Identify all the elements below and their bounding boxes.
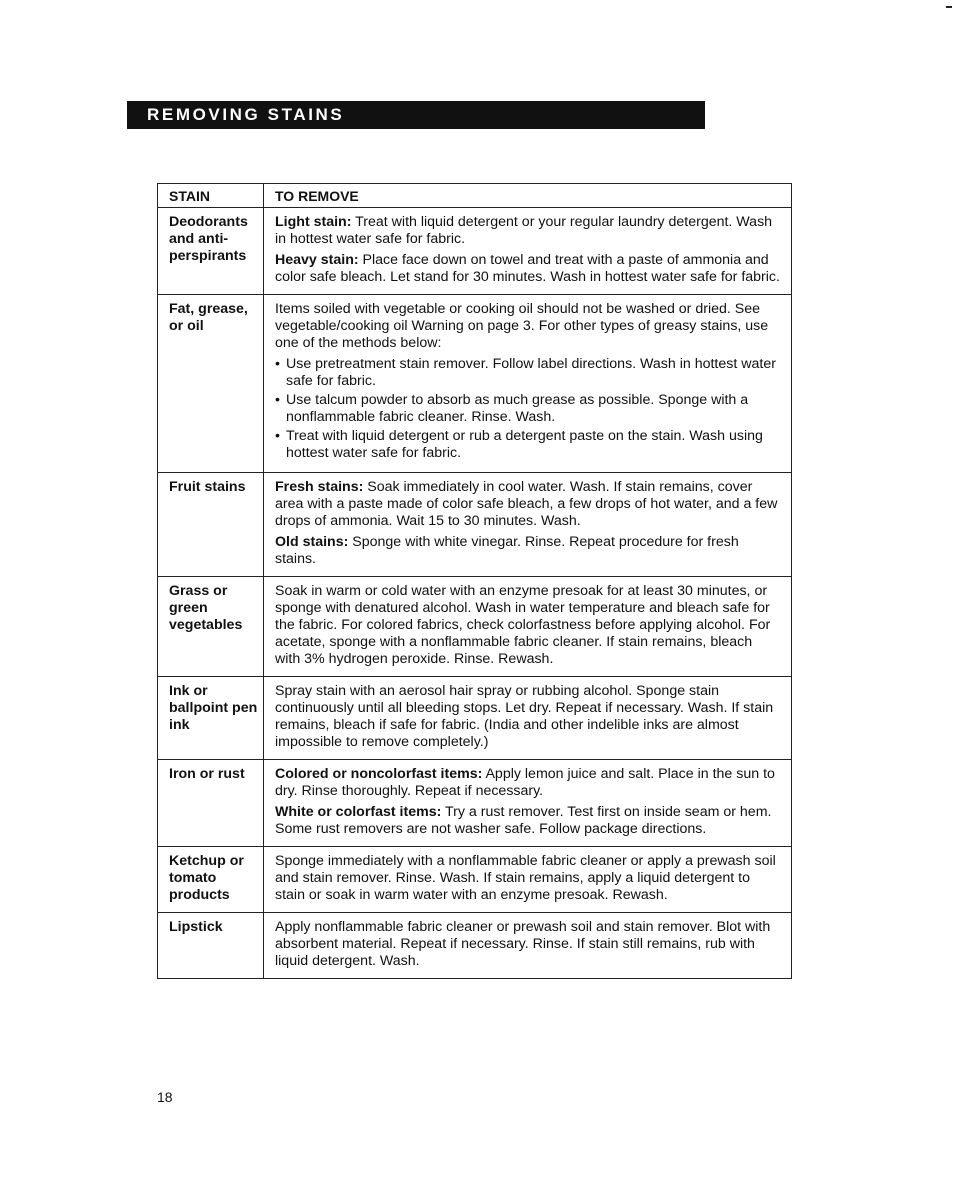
instruction-text: Try a rust remover. Test first on inside seam or hem. Some rust removers are not washer safe. Follow package directions. bbox=[275, 804, 772, 837]
instruction-text: Spray stain with an aerosol hair spray or rubbing alcohol. Sponge stain continuously until all bleeding stops. Let dry. Repeat if necessary. Wash. If stain remains, bleach if safe for fabric. (India and other indelible inks are almost impossible to remove completely.) bbox=[275, 683, 774, 750]
instruction-text: Place face down on towel and treat with a paste of ammonia and color safe bleach. Let stand for 30 minutes. Wash in hottest water safe for fabric. bbox=[275, 252, 780, 285]
method-item: • Treat with liquid detergent or rub a detergent paste on the stain. Wash using hottest water safe for fabric. bbox=[275, 428, 781, 462]
table-row bbox=[158, 295, 792, 473]
instruction-text: Sponge with white vinegar. Rinse. Repeat procedure for fresh stains. bbox=[275, 534, 739, 567]
margin-mark bbox=[946, 6, 952, 8]
stain-name: Lipstick bbox=[158, 913, 264, 979]
removal-instructions bbox=[264, 473, 792, 577]
removal-instructions bbox=[264, 760, 792, 847]
removal-instructions bbox=[264, 208, 792, 295]
stain-name: Ink or ballpoint pen ink bbox=[158, 677, 264, 760]
instruction-paragraph bbox=[275, 919, 781, 970]
removal-instructions bbox=[264, 295, 792, 473]
instruction-text: Soak in warm or cold water with an enzyme presoak for at least 30 minutes, or sponge with denatured alcohol. Wash in water temperature and bleach safe for the fabric. For colored fabrics, check colorfastness before applying alcohol. For acetate, sponge with a nonflammable fabric cleaner. If stain remains, bleach with 3% hydrogen peroxide. Rinse. Rewash. bbox=[275, 583, 771, 667]
table-row bbox=[158, 913, 792, 979]
table-row bbox=[158, 577, 792, 677]
table-row bbox=[158, 473, 792, 577]
instruction-paragraph bbox=[275, 252, 781, 286]
column-header-to-remove: TO REMOVE bbox=[264, 184, 792, 208]
method-item: • Use pretreatment stain remover. Follow label directions. Wash in hottest water safe for fabric. bbox=[275, 356, 781, 390]
stain-name: Grass or green vegetables bbox=[158, 577, 264, 677]
section-title: REMOVING STAINS bbox=[147, 105, 345, 124]
removal-instructions bbox=[264, 577, 792, 677]
instruction-paragraph bbox=[275, 804, 781, 838]
instruction-lead: White or colorfast items: bbox=[275, 804, 442, 820]
table-row bbox=[158, 208, 792, 295]
removal-instructions bbox=[264, 677, 792, 760]
table-row bbox=[158, 847, 792, 913]
removal-instructions bbox=[264, 847, 792, 913]
removal-instructions bbox=[264, 913, 792, 979]
instruction-paragraph bbox=[275, 534, 781, 568]
stain-name: Fruit stains bbox=[158, 473, 264, 577]
stain-name: Iron or rust bbox=[158, 760, 264, 847]
method-list bbox=[275, 356, 781, 462]
instruction-text: Apply nonflammable fabric cleaner or prewash soil and stain remover. Blot with absorbent material. Repeat if necessary. Rinse. If stain still remains, rub with liquid detergent. Wash. bbox=[275, 919, 771, 969]
instruction-paragraph bbox=[275, 301, 781, 352]
instruction-text: Apply lemon juice and salt. Place in the sun to dry. Rinse thoroughly. Repeat if necessary. bbox=[275, 766, 775, 799]
table-row bbox=[158, 677, 792, 760]
instruction-paragraph bbox=[275, 853, 781, 904]
instruction-lead: Colored or noncolorfast items: bbox=[275, 766, 483, 782]
instruction-text: Sponge immediately with a nonflammable fabric cleaner or apply a prewash soil and stain remover. Rinse. Wash. If stain remains, apply a liquid detergent to stain or soak in warm water with an enzyme presoak. Rewash. bbox=[275, 853, 776, 903]
instruction-lead: Fresh stains: bbox=[275, 479, 364, 495]
section-header-bar bbox=[127, 101, 705, 129]
instruction-text: Items soiled with vegetable or cooking oil should not be washed or dried. See vegetable/cooking oil Warning on page 3. For other types of greasy stains, use one of the methods below: bbox=[275, 301, 769, 351]
instruction-paragraph bbox=[275, 214, 781, 248]
instruction-lead: Light stain: bbox=[275, 214, 352, 230]
stain-name: Ketchup or tomato products bbox=[158, 847, 264, 913]
instruction-paragraph bbox=[275, 479, 781, 530]
stain-removal-table bbox=[157, 183, 792, 979]
stain-name: Deodorants and anti-perspirants bbox=[158, 208, 264, 295]
column-header-stain: STAIN bbox=[158, 184, 264, 208]
instruction-text: Soak immediately in cool water. Wash. If stain remains, cover area with a paste made of color safe bleach, a few drops of hot water, and a few drops of ammonia. Wait 15 to 30 minutes. Wash. bbox=[275, 479, 778, 529]
table-row bbox=[158, 760, 792, 847]
instruction-paragraph bbox=[275, 766, 781, 800]
table-header-row bbox=[158, 184, 792, 208]
page-number: 18 bbox=[157, 1089, 173, 1105]
instruction-text: Treat with liquid detergent or your regular laundry detergent. Wash in hottest water safe for fabric. bbox=[275, 214, 773, 247]
instruction-paragraph bbox=[275, 583, 781, 668]
table-body bbox=[158, 208, 792, 979]
stain-name: Fat, grease, or oil bbox=[158, 295, 264, 473]
method-item: • Use talcum powder to absorb as much grease as possible. Sponge with a nonflammable fabric cleaner. Rinse. Wash. bbox=[275, 392, 781, 426]
instruction-lead: Old stains: bbox=[275, 534, 349, 550]
instruction-lead: Heavy stain: bbox=[275, 252, 359, 268]
instruction-paragraph bbox=[275, 683, 781, 751]
